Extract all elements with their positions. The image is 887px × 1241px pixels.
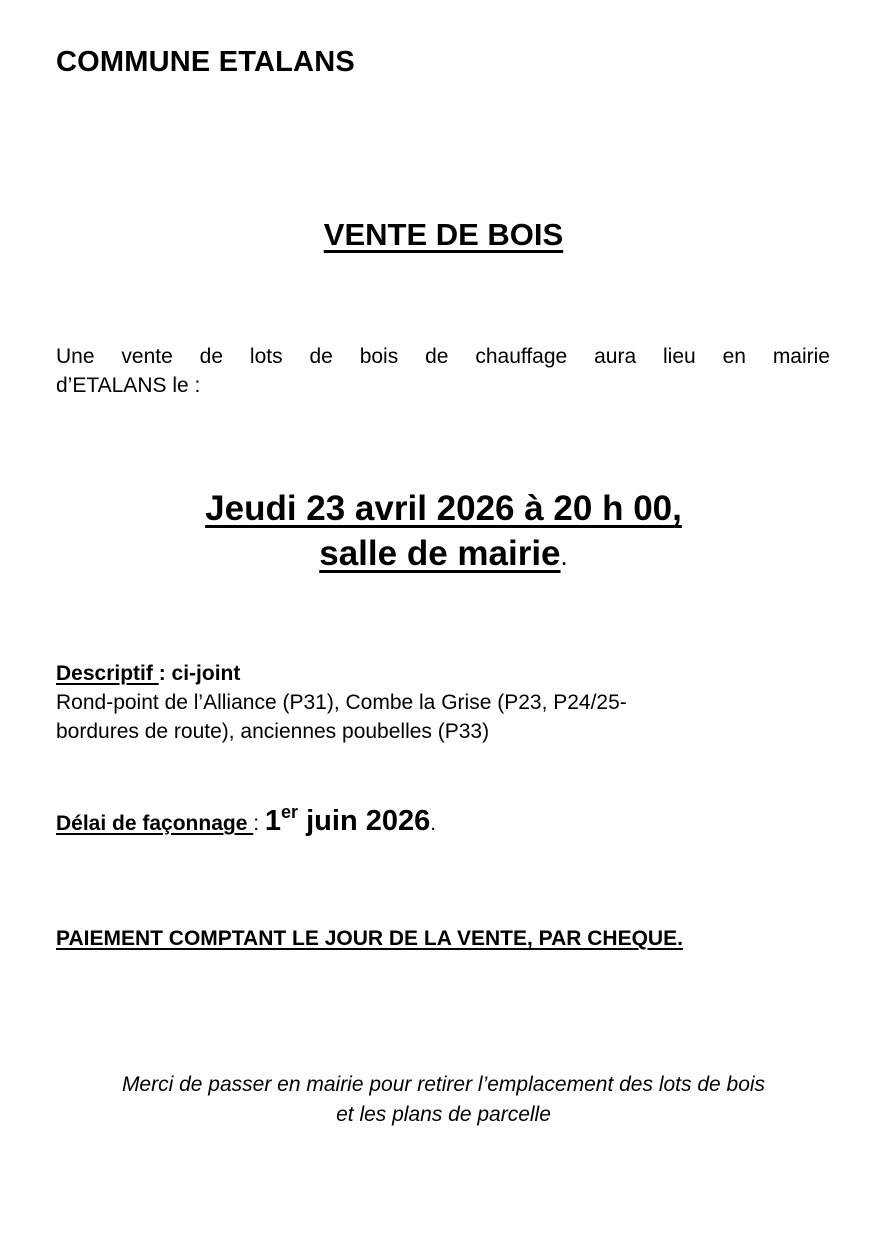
commune-heading: COMMUNE ETALANS: [56, 46, 355, 78]
delai-rest: juin 2026: [298, 805, 431, 837]
footer-line-1: Merci de passer en mairie pour retirer l’emplacement des lots de bois: [121, 1073, 766, 1096]
descriptif-value: ci-joint: [171, 662, 241, 685]
descriptif-section: [56, 659, 836, 746]
intro-paragraph: [56, 342, 830, 400]
delai-day-sup: er: [281, 802, 299, 822]
event-place-line: [0, 531, 887, 579]
event-block: [0, 486, 887, 579]
intro-line-1: Une vente de lots de bois de chauffage aura lieu en mairie: [56, 345, 830, 368]
footer-line-2: et les plans de parcelle: [336, 1103, 551, 1126]
delai-date: [264, 802, 431, 837]
descriptif-heading: [56, 659, 836, 688]
page-title: [0, 217, 887, 253]
delai-separator: :: [253, 812, 265, 835]
descriptif-line-2: bordures de route), anciennes poubelles (P33): [56, 720, 490, 743]
descriptif-label: Descriptif: [56, 662, 159, 685]
delai-label: Délai de façonnage: [56, 812, 254, 835]
event-place: salle de mairie: [319, 534, 561, 573]
footer-note: [0, 1070, 887, 1130]
event-place-punct: .: [560, 541, 568, 571]
descriptif-line-1: Rond-point de l’Alliance (P31), Combe la Grise (P23, P24/25-: [56, 691, 627, 714]
event-date-line: [0, 486, 887, 531]
descriptif-separator: :: [158, 662, 172, 685]
page-title-text: VENTE DE BOIS: [323, 217, 564, 252]
event-date-time: Jeudi 23 avril 2026 à 20 h 00,: [205, 489, 682, 528]
delai-punct: .: [430, 812, 437, 835]
delai-section: [56, 802, 436, 838]
paiement-notice: PAIEMENT COMPTANT LE JOUR DE LA VENTE, PAR CHEQUE.: [56, 927, 683, 950]
delai-day: 1: [264, 805, 282, 837]
intro-line-2: d’ETALANS le :: [56, 374, 201, 397]
